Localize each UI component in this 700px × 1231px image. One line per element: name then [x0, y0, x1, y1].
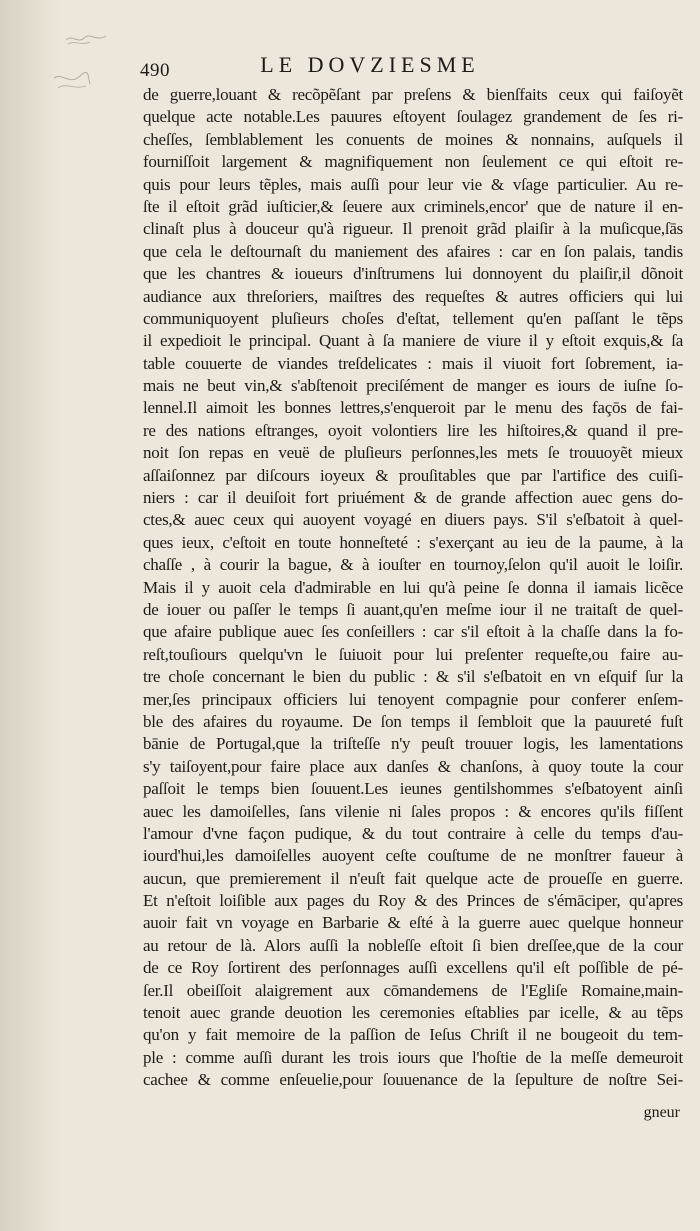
text-line: s'y taiſoyent,pour faire place aux danſes & chanſons, à quoy toute la cour [143, 756, 683, 776]
text-line: Et n'eſtoit loiſible aux pages du Roy & des Princes de s'émāciper, qu'apres [143, 891, 683, 911]
body-text [143, 84, 683, 1092]
text-line: tenoit auec grande deuotion les ceremonies eſtablies par icelle, & au tẽps [143, 1003, 683, 1023]
text-line: mer,ſes principaux officiers lui tenoyent compagnie pour conferer enſem- [143, 689, 683, 709]
text-line: mais ne beut vin,& s'abſtenoit preciſément de manger es iours de iuſne ſo- [143, 376, 683, 396]
text-line: noit ſon repas en veuë de pluſieurs perſonnes,les mets ſe trouuoyẽt mieux [143, 443, 683, 463]
text-line: quelque acte notable.Les pauures eſtoyent ſoulagez grandement de ſes ri- [143, 107, 683, 127]
text-line: communiquoyent pluſieurs choſes d'eſtat, tellement qu'en paſſant le tẽps [143, 308, 683, 328]
text-line: audiance aux threſoriers, maiſtres des requeſtes & autres officiers qui lui [143, 286, 683, 306]
page-edge-shadow [0, 0, 60, 1231]
text-line: fourniſſoit largement & magnifiquement non ſeulement ce qui eſtoit re- [143, 152, 683, 172]
text-line: ctes,& auec ceux qui auoyent voyagé en diuers pays. S'il s'eſbatoit à quel- [143, 510, 683, 530]
ink-stain-mark [64, 30, 108, 48]
text-line: bānie de Portugal,que la triſteſſe n'y peuſt trouuer logis, les lamentations [143, 734, 683, 754]
text-line: reſt,touſiours quelqu'vn le ſuiuoit pour lui preſenter requeſte,ou faire au- [143, 644, 683, 664]
text-line: tre choſe concernant le bien du public : & s'il s'eſbatoit en vn eſquif ſur la [143, 667, 683, 687]
text-line: paſſoit le temps bien ſouuent.Les ieunes gentilshommes s'eſbatoyent ainſi [143, 779, 683, 799]
text-line: il expedioit le principal. Quant à ſa maniere de viure il y eſtoit exquis,& ſa [143, 331, 683, 351]
text-line: Mais il y auoit cela d'admirable en lui qu'à peine ſe donna il iamais licẽce [143, 577, 683, 597]
text-line: table couuerte de viandes treſdelicates : mais il viuoit fort ſobrement, ia- [143, 353, 683, 373]
text-line: niers : car il deuiſoit fort priuément & de grande affection auec gens do- [143, 488, 683, 508]
catchword: gneur [643, 1104, 680, 1121]
text-line: que cela le deſtournaſt du maniement des afaires : car en ſon palais, tandis [143, 241, 683, 261]
text-line: ſer.Il obeiſſoit alaigrement aux cōmandemens de l'Egliſe Romaine,main- [143, 980, 683, 1000]
running-head: LE DOVZIESME [260, 52, 480, 77]
text-line: ble des afaires du royaume. De ſon temps il ſembloit que la pauureté fuſt [143, 711, 683, 731]
text-line: re des nations eſtranges, oyoit volontiers lire les hiſtoires,& quand il pre- [143, 420, 683, 440]
text-line: cheſſes, ſemblablement les conuents de moines & nonnains, auſquels il [143, 129, 683, 149]
text-line: lennel.Il aimoit les bonnes lettres,s'enqueroit par le menu des façōs de fai- [143, 398, 683, 418]
text-line: que afaire publique auec ſes conſeillers : car s'il eſtoit à la chaſſe dans la fo- [143, 622, 683, 642]
text-line: auec les damoiſelles, ſans vilenie ni ſales propos : & encores qu'ils fiſſent [143, 801, 683, 821]
text-line: chaſſe , à courir la bague, & à iouſter en tournoy,ſelon qu'il auoit le loiſir. [143, 555, 683, 575]
text-line: ple : comme auſſi durant les trois iours que l'hoſtie de la meſſe demeuroit [143, 1047, 683, 1067]
text-line: de ce Roy ſortirent des perſonnages auſſi excellens qu'il eſt poſſible de pé- [143, 958, 683, 978]
text-line: qu'on y fait memoire de la paſſion de Ieſus Chriſt il ne bougeoit du tem- [143, 1025, 683, 1045]
text-line: quis pour leurs tẽples, mais auſſi pour leur vie & vſage particulier. Au re- [143, 174, 683, 194]
text-line: auoir fait vn voyage en Barbarie & eſté à la guerre auec quelque honneur [143, 913, 683, 933]
text-line: cachee & comme enſeuelie,pour ſouuenance de la ſepulture de noſtre Sei- [143, 1070, 683, 1090]
text-line: ſte il eſtoit grãd iuſticier,& ſeuere aux criminels,encor' que de nature il en- [143, 196, 683, 216]
text-line: aſſaiſonnez par diſcours ioyeux & prouſitables que par l'artifice des cuiſi- [143, 465, 683, 485]
text-line: aucun, que premierement il n'euſt fait quelque acte de proueſſe en guerre. [143, 868, 683, 888]
text-line: clinaſt plus à douceur qu'à rigueur. Il prenoit grãd plaiſir à la muſicque,ſās [143, 219, 683, 239]
text-line: de iouer ou paſſer le temps ſi auant,qu'en meſme iour il ne traitaſt de quel- [143, 599, 683, 619]
text-line: l'amour d'vne façon pudique, & du tout contraire à celle du temps d'au- [143, 823, 683, 843]
text-line: iourd'hui,les damoiſelles auoyent ceſte couſtume de ne monſtrer faueur à [143, 846, 683, 866]
text-line: ques ieux, c'eſtoit en toute honneſteté : s'exerçant au ieu de la paume, à la [143, 532, 683, 552]
text-line: de guerre,louant & recõpẽſant par preſens & bienſfaits ceux qui faiſoyẽt [143, 85, 683, 104]
text-line: au retour de là. Alors auſſi la nobleſſe eſtoit ſi bien dreſſee,que de la cour [143, 935, 683, 955]
page-number: 490 [140, 60, 170, 81]
text-line: que les chantres & ioueurs d'inſtrumens lui donnoyent du plaiſir,il dõnoit [143, 264, 683, 284]
